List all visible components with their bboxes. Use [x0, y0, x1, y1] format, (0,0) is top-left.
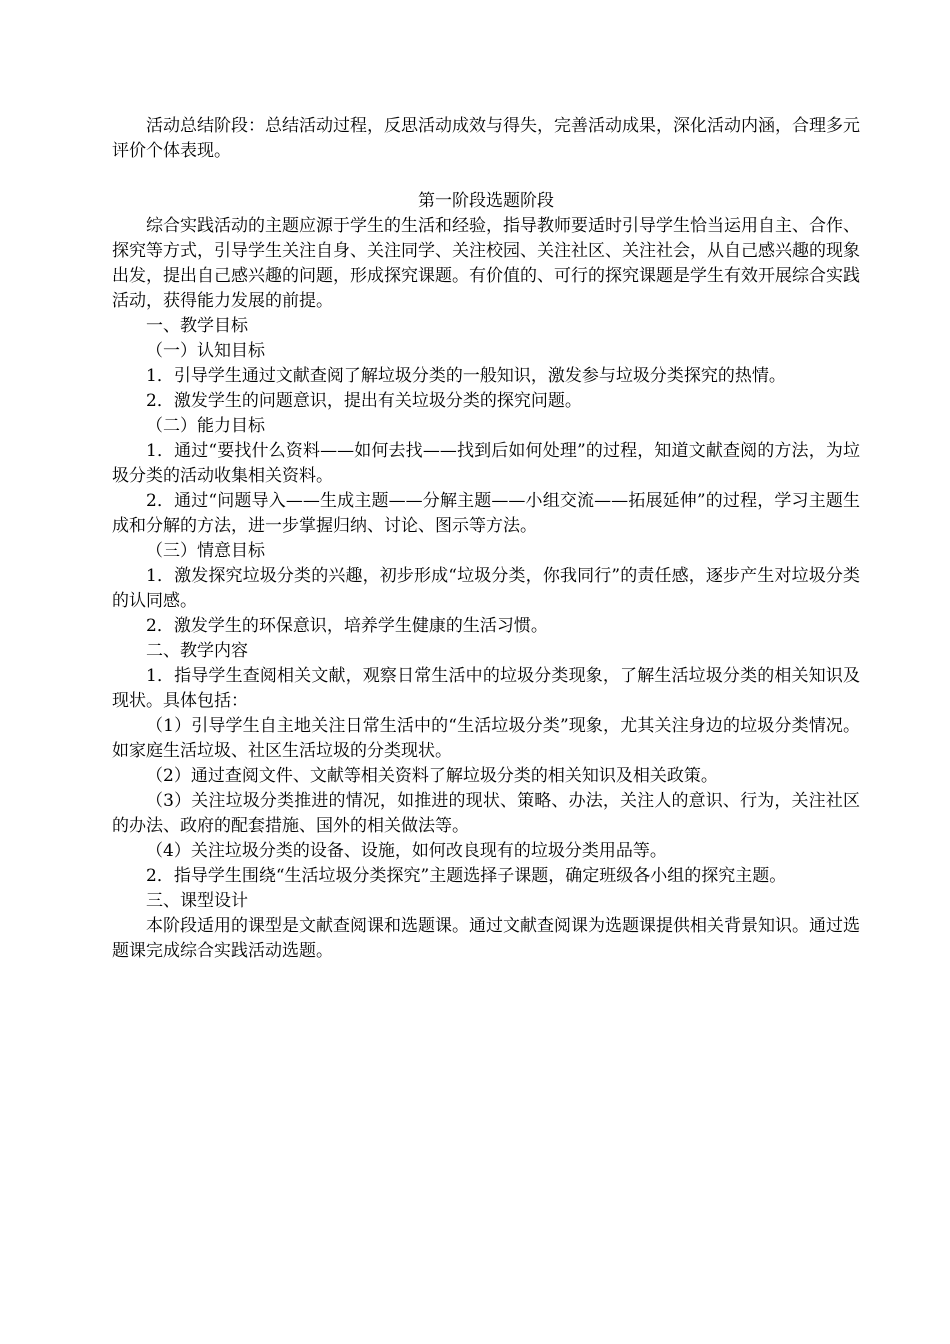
ability-goal-2: 2．通过“问题导入——生成主题——分解主题——小组交流——拓展延伸”的过程，学习主题生成和分解的方法，进一步掌握归纳、讨论、图示等方法。 — [112, 491, 860, 536]
cognitive-goal-1: 1．引导学生通过文献查阅了解垃圾分类的一般知识，激发参与垃圾分类探究的热情。 — [146, 366, 786, 386]
content-subitem-2: （2）通过查阅文件、文献等相关资料了解垃圾分类的相关知识及相关政策。 — [146, 766, 718, 786]
lesson-design-paragraph: 本阶段适用的课型是文献查阅课和选题课。通过文献查阅课为选题课提供相关背景知识。通过选题课完成综合实践活动选题。 — [112, 916, 860, 961]
content-subitem-1: （1）引导学生自主地关注日常生活中的“生活垃圾分类”现象，尤其关注身边的垃圾分类情况。如家庭生活垃圾、社区生活垃圾的分类现状。 — [112, 716, 860, 761]
subheading-emotion-goals: （三）情意目标 — [146, 541, 265, 561]
subheading-ability-goals: （二）能力目标 — [146, 416, 265, 436]
emotion-goal-2: 2．激发学生的环保意识，培养学生健康的生活习惯。 — [146, 616, 548, 636]
summary-paragraph: 活动总结阶段：总结活动过程，反思活动成效与得失，完善活动成果，深化活动内涵，合理多元评价个体表现。 — [112, 116, 860, 161]
emotion-goal-1: 1．激发探究垃圾分类的兴趣，初步形成“垃圾分类，你我同行”的责任感，逐步产生对垃圾分类的认同感。 — [112, 566, 860, 611]
section-heading-lesson-design: 三、课型设计 — [146, 891, 248, 911]
ability-goal-1: 1．通过“要找什么资料——如何去找——找到后如何处理”的过程，知道文献查阅的方法，为垃圾分类的活动收集相关资料。 — [112, 441, 860, 486]
content-item-2: 2．指导学生围绕“生活垃圾分类探究”主题选择子课题，确定班级各小组的探究主题。 — [146, 866, 787, 886]
subheading-cognitive-goals: （一）认知目标 — [146, 341, 265, 361]
spacer — [112, 164, 860, 189]
cognitive-goal-2: 2．激发学生的问题意识，提出有关垃圾分类的探究问题。 — [146, 391, 582, 411]
content-subitem-4: （4）关注垃圾分类的设备、设施，如何改良现有的垃圾分类用品等。 — [146, 841, 667, 861]
section-heading-teaching-goals: 一、教学目标 — [146, 316, 248, 336]
content-item-1: 1．指导学生查阅相关文献，观察日常生活中的垃圾分类现象，了解生活垃圾分类的相关知识及现状。具体包括： — [112, 666, 860, 711]
stage-title: 第一阶段选题阶段 — [418, 191, 554, 211]
intro-paragraph: 综合实践活动的主题应源于学生的生活和经验，指导教师要适时引导学生恰当运用自主、合作、探究等方式，引导学生关注自身、关注同学、关注校园、关注社区、关注社会，从自己感兴趣的现象出发，提出自己感兴趣的问题，形成探究课题。有价值的、可行的探究课题是学生有效开展综合实践活动，获得能力发展的前提。 — [112, 216, 860, 311]
content-subitem-3: （3）关注垃圾分类推进的情况，如推进的现状、策略、办法，关注人的意识、行为，关注社区的办法、政府的配套措施、国外的相关做法等。 — [112, 791, 860, 836]
section-heading-teaching-content: 二、教学内容 — [146, 641, 248, 661]
document-page — [112, 114, 860, 964]
